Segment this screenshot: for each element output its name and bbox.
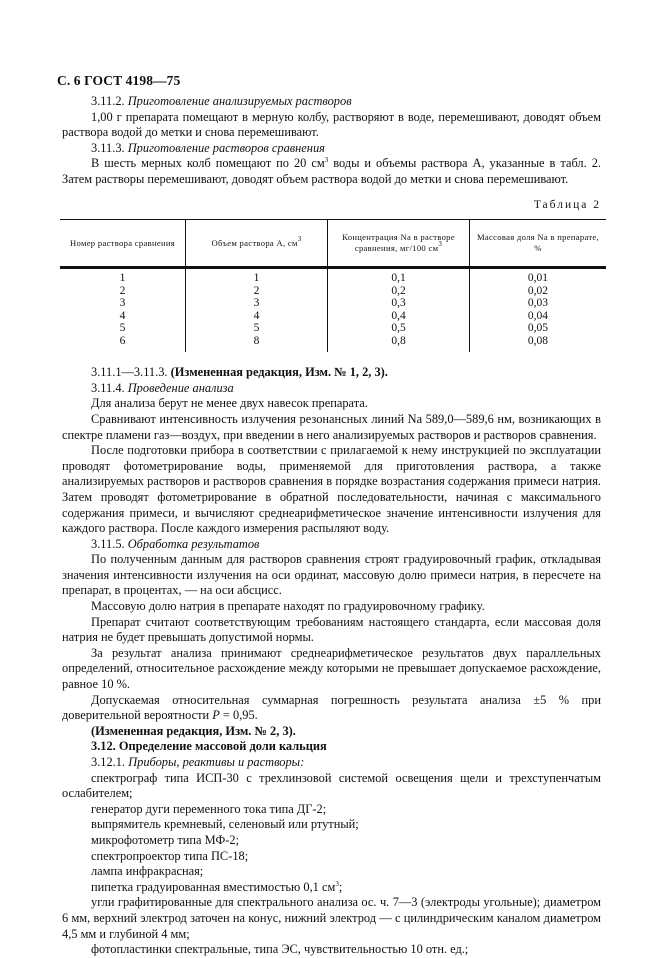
column-header-volume	[186, 220, 328, 268]
cell: 4	[119, 309, 126, 322]
amendment-note-2: (Измененная редакция, Изм. № 2, 3).	[91, 723, 296, 738]
section-title: Приборы, реактивы и растворы:	[128, 755, 305, 769]
cell: 3	[186, 297, 328, 310]
list-item: микрофотометр типа МФ-2;	[91, 832, 240, 847]
text-part: воды и объемы раствора А, указанные в табл. 2. Затем растворы перемешивают, доводят объем раствора водой до метки и снова перемешивают.	[62, 156, 601, 186]
page-header: С. 6 ГОСТ 4198—75	[57, 73, 181, 88]
paragraph: За результат анализа принимают среднеарифметическое результатов двух параллельных определений, относительное расхождение между которыми не превышает допускаемое расхождение, равное 10 %.	[62, 645, 601, 692]
cell: 0,2	[328, 285, 470, 298]
table-row	[60, 310, 606, 323]
table-row	[60, 297, 606, 310]
cell: 0,08	[469, 335, 606, 353]
header-text: Объем раствора А, см	[211, 237, 298, 248]
section-title: Приготовление растворов сравнения	[127, 140, 325, 155]
cell: 0,01	[469, 268, 606, 285]
cell: 0,02	[469, 285, 606, 298]
cell: 0,04	[469, 310, 606, 323]
cell: 5	[119, 322, 126, 335]
section-number: 3.11.2.	[91, 94, 125, 108]
text-part: пипетка градуированная вместимостью 0,1 см	[91, 879, 336, 894]
cell: 2	[186, 285, 328, 298]
document-body	[62, 94, 601, 958]
cell: 0,8	[328, 335, 470, 353]
cell: 3	[119, 297, 126, 310]
cell: 0,1	[328, 268, 470, 285]
list-item: спектропроектор типа ПС-18;	[91, 848, 249, 863]
cell: 0,03	[469, 297, 606, 310]
column-header-mass-fraction	[469, 220, 606, 268]
list-item: спектрограф типа ИСП-30 с трехлинзовой системой освещения щели и трехступенчатым ослабителем;	[62, 770, 601, 801]
cell: 0,3	[328, 297, 470, 310]
list-item: лампа инфракрасная;	[91, 864, 204, 879]
table-header-row	[60, 220, 606, 268]
section-3-11-3-text	[62, 156, 601, 187]
text-part: = 0,95.	[219, 708, 258, 723]
variable-p: P	[212, 708, 220, 723]
section-title: Обработка результатов	[127, 536, 260, 551]
section-3-11-2-text: 1,00 г препарата помещают в мерную колбу, растворяют в воде, перемешивают, доводят объем раствора водой до метки и снова перемешивают.	[62, 109, 601, 140]
cell: 8	[186, 335, 328, 353]
cell: 0,4	[328, 310, 470, 323]
header-text: Номер раствора сравнения	[70, 237, 176, 248]
cell: 5	[186, 322, 328, 335]
paragraph-error-tolerance	[62, 693, 601, 724]
cell: 1	[119, 272, 126, 285]
paragraph: Сравнивают интенсивность излучения резонансных линий Na 589,0—589,6 нм, возникающих в спектре пламени газ—воздух, при введении в него анализируемых растворов и растворов сравнения.	[62, 411, 601, 442]
superscript: 3	[438, 240, 443, 249]
list-item: выпрямитель кремневый, селеновый или ртутный;	[91, 817, 359, 832]
amendment-text: (Измененная редакция, Изм. № 1, 2, 3).	[170, 365, 388, 380]
text-part: В шесть мерных колб помещают по 20 см	[91, 156, 325, 171]
superscript: 3	[297, 234, 302, 243]
superscript: 3	[324, 156, 329, 165]
list-item: угли графитированные для спектрального анализа ос. ч. 7—3 (электроды угольные); диаметром 6 мм, верхний электрод заточен на конус, нижний электрод — с цилиндрическим каналом диаметром 4,5 мм и глубиной 4 мм;	[62, 895, 601, 941]
paragraph: После подготовки прибора в соответствии с прилагаемой к нему инструкцией по эксплуатации проводят фотометрирование воды, применяемой для приготовления раствора, а также анализируемых растворов и растворов сравнения в порядке возрастания содержания примеси натрия. Затем проводят фотометрирование в обратной последовательности, начиная с максимального содержания примеси, и вычисляют среднеарифметическое значение интенсивности излучения для каждого раствора. После каждого измерения распыляют воду.	[62, 443, 601, 536]
list-item	[62, 880, 601, 896]
list-item: фотопластинки спектральные, типа ЭС, чувствительностью 10 отн. ед.;	[91, 942, 469, 957]
column-header-concentration	[328, 220, 470, 268]
amendment-note-1	[62, 365, 601, 381]
section-number: 3.12.1.	[91, 755, 126, 769]
paragraph: Массовую долю натрия в препарате находят по градуировочному графику.	[91, 599, 485, 614]
cell: 6	[119, 334, 126, 347]
section-number: 3.11.4.	[91, 380, 125, 395]
section-number: 3.11.3.	[91, 140, 125, 155]
cell: 4	[186, 310, 328, 323]
amendment-ref: 3.11.1—3.11.3.	[91, 365, 168, 380]
section-3-11-3-heading	[62, 141, 601, 157]
cell: 1	[186, 268, 328, 285]
cell: 0,05	[469, 322, 606, 335]
section-title: Приготовление анализируемых растворов	[127, 94, 352, 108]
table-2	[60, 219, 606, 352]
list-item: генератор дуги переменного тока типа ДГ-2;	[91, 801, 327, 816]
column-header-solution-number	[60, 220, 186, 268]
header-text: Концентрация Na в растворе сравнения, мг/100 см	[342, 232, 455, 254]
section-3-11-2-heading	[62, 94, 601, 110]
table-caption: Таблица 2	[533, 198, 601, 211]
table-row	[60, 268, 606, 285]
table-row	[60, 322, 606, 335]
paragraph: Для анализа берут не менее двух навесок препарата.	[91, 396, 368, 411]
section-3-11-5-heading	[62, 537, 601, 553]
section-title: Проведение анализа	[127, 380, 234, 395]
paragraph: По полученным данным для растворов сравнения строят градуировочный график, откладывая значения интенсивности излучения на оси ординат, массовую долю примеси натрия, в пересчете на препарат, в процентах, — на оси абсцисс.	[62, 552, 601, 598]
superscript: 3	[335, 879, 339, 888]
section-number: 3.11.5.	[91, 536, 125, 551]
cell: 0,5	[328, 322, 470, 335]
text-part: Допускаемая относительная суммарная погрешность результата анализа ±5 % при доверительной вероятности	[62, 692, 601, 723]
header-text: Массовая доля Na в препарате, %	[476, 232, 599, 254]
cell: 2	[119, 284, 126, 297]
table-row	[60, 335, 606, 353]
text-part: ;	[338, 879, 343, 894]
section-3-12-heading: 3.12. Определение массовой доли кальция	[91, 739, 327, 754]
section-3-12-1-heading	[62, 755, 601, 771]
paragraph: Препарат считают соответствующим требованиям настоящего стандарта, если массовая доля натрия не будет превышать допустимой нормы.	[62, 614, 601, 645]
table-row	[60, 285, 606, 298]
section-3-11-4-heading	[62, 381, 601, 397]
